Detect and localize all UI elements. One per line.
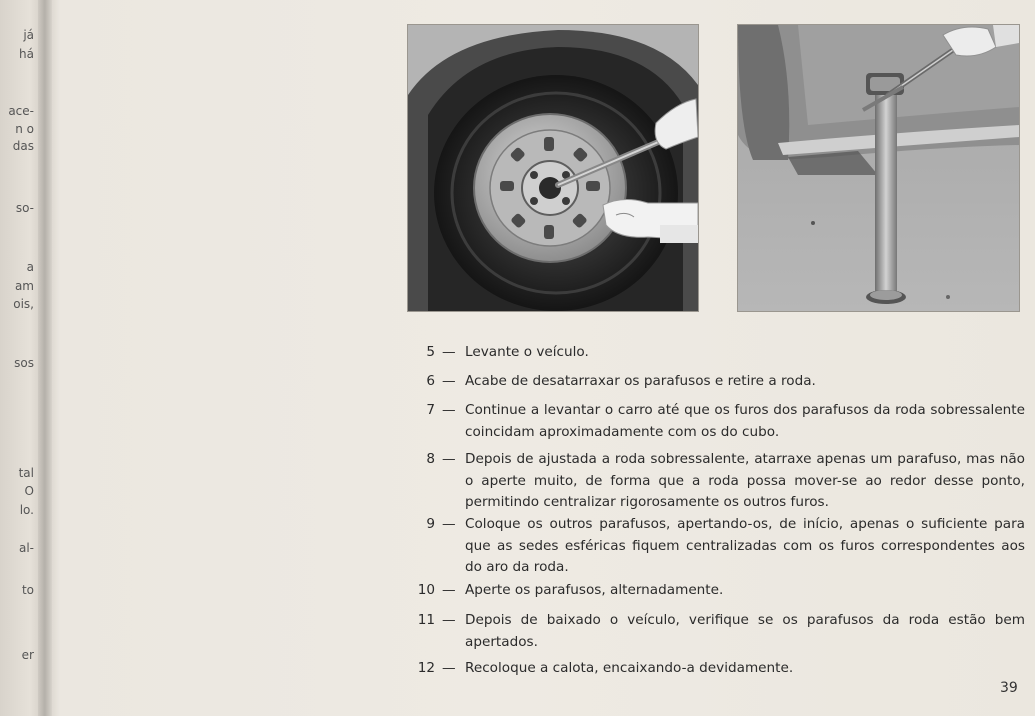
step-number: 8: [426, 451, 435, 467]
step-number: 11: [417, 612, 435, 628]
step-dash: —: [442, 516, 456, 532]
step-dash: —: [442, 344, 456, 360]
fragment-text: ois,: [13, 297, 34, 311]
step-number: 6: [426, 373, 435, 389]
fragment-text: er: [21, 648, 34, 662]
step-text: Aperte os parafusos, alternadamente.: [465, 582, 724, 598]
fragment-text: a: [26, 260, 34, 274]
step-number: 5: [426, 344, 435, 360]
step-dash: —: [442, 373, 456, 389]
step-number: 9: [426, 516, 435, 532]
step-dash: —: [442, 612, 456, 628]
wheel-illustration: [408, 25, 698, 311]
fragment-text: das: [12, 139, 34, 153]
jack-illustration: [738, 25, 1019, 311]
fragment-text: sos: [14, 356, 34, 370]
fragment-text: há: [19, 47, 34, 61]
step-number: 12: [417, 660, 435, 676]
book-gutter: [38, 0, 52, 716]
step-dash: —: [442, 402, 456, 418]
jack-photo: [737, 24, 1020, 312]
previous-page-edge: [0, 0, 40, 716]
wheel-photo: [407, 24, 699, 312]
step-text: Depois de ajustada a roda sobressalente, atarraxe apenas um parafuso, mas não o aperte muito, de forma que a roda possa mover-se ao redor desse ponto, permitindo centralizar rigorosamente os outros furos.: [465, 451, 1025, 510]
step-number: 10: [417, 582, 435, 598]
fragment-text: tal: [18, 466, 34, 480]
page-number: 39: [1000, 680, 1018, 696]
step-text: Depois de baixado o veículo, verifique se os parafusos da roda estão bem apertados.: [465, 612, 1025, 650]
step-text: Continue a levantar o carro até que os furos dos parafusos da roda sobressalente coincidam aproximadamente com os do cubo.: [465, 402, 1025, 440]
step-text: Recoloque a calota, encaixando-a devidamente.: [465, 660, 794, 676]
step-dash: —: [442, 582, 456, 598]
fragment-text: lo.: [19, 503, 34, 517]
step-text: Coloque os outros parafusos, apertando-os, de início, apenas o suficiente para que as sedes esféricas fiquem centralizadas com os furos correspondentes aos do aro da roda.: [465, 516, 1025, 575]
fragment-text: al-: [18, 541, 34, 555]
step-dash: —: [442, 451, 456, 467]
fragment-text: já: [23, 28, 34, 42]
fragment-text: n o: [15, 122, 34, 136]
step-text: Acabe de desatarraxar os parafusos e retire a roda.: [465, 373, 816, 389]
fragment-text: to: [21, 583, 34, 597]
fragment-text: O: [24, 484, 34, 498]
fragment-text: ace-: [8, 104, 34, 118]
fragment-text: am: [14, 279, 34, 293]
fragment-text: so-: [15, 201, 34, 215]
step-text: Levante o veículo.: [465, 344, 589, 360]
step-dash: —: [442, 660, 456, 676]
step-number: 7: [426, 402, 435, 418]
